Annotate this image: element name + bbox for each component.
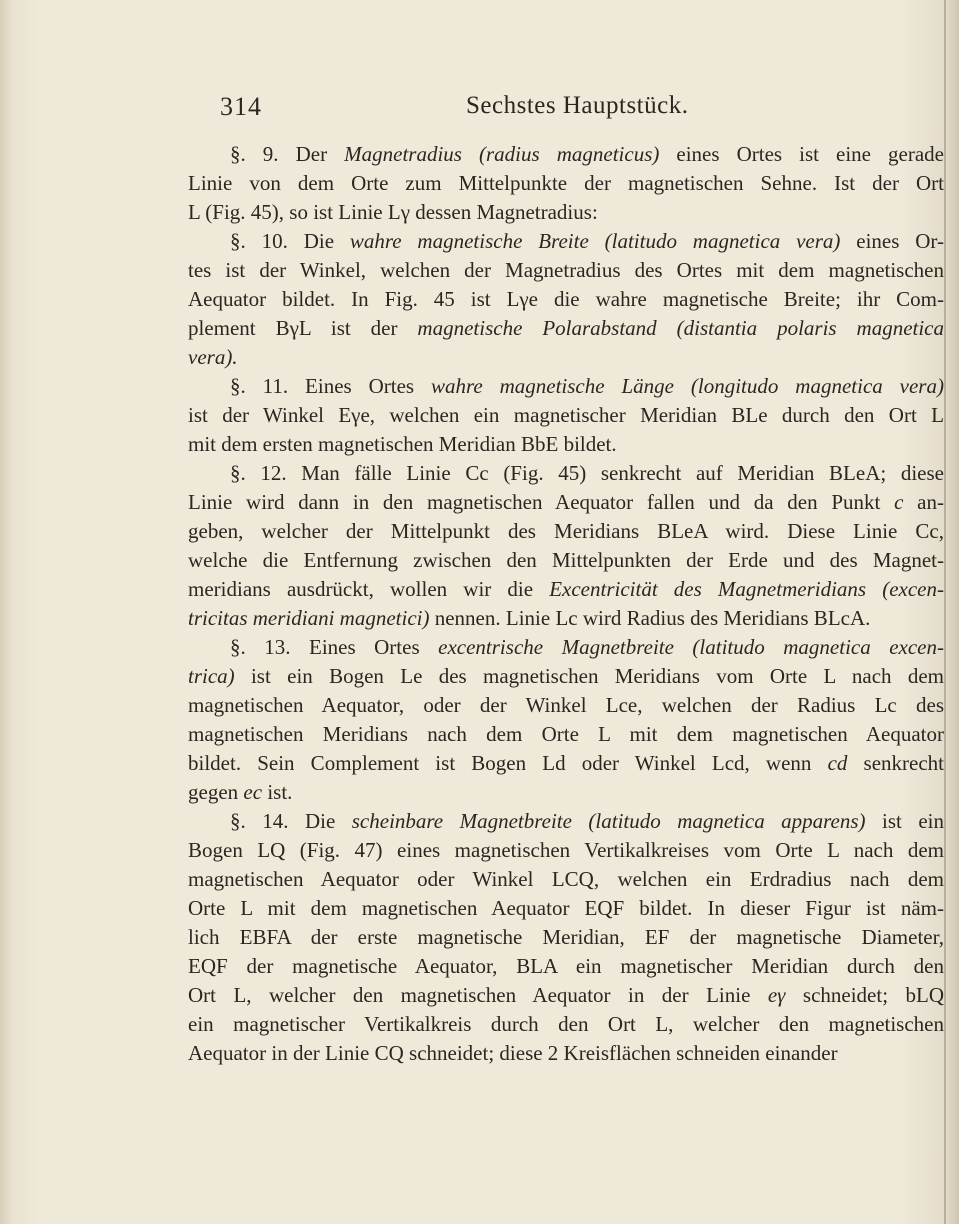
paragraph (188, 140, 944, 227)
paragraph (188, 372, 944, 459)
text-run: Linie von dem Orte zum Mittelpunkte der magnetischen Sehne. Ist der Ort (188, 171, 944, 195)
italic-term: Excentricität des Magnetmeridians (excen- (549, 577, 944, 601)
italic-term: scheinbare Magnetbreite (latitudo magnetica apparens) (351, 809, 866, 833)
text-line (188, 517, 944, 546)
text-line (188, 749, 944, 778)
paragraph (188, 459, 944, 633)
text-line (188, 198, 944, 227)
text-run: an- (903, 490, 944, 514)
text-line (188, 546, 944, 575)
text-line (188, 778, 944, 807)
text-line (188, 691, 944, 720)
text-run: ist ein (865, 809, 944, 833)
text-run: §. 9. Der (230, 142, 345, 166)
italic-term: trica) (188, 664, 235, 688)
text-line (188, 285, 944, 314)
italic-term: Magnetradius (radius magneticus) (344, 142, 660, 166)
text-run: ist der Winkel Eγe, welchen ein magnetischer Meridian BLe durch den Ort L (188, 403, 944, 427)
text-run: nennen. Linie Lc wird Radius des Meridians BLcA. (429, 606, 871, 630)
text-line (188, 633, 944, 662)
text-run: §. 10. Die (230, 229, 350, 253)
text-line (188, 1039, 944, 1068)
text-line (188, 604, 944, 633)
italic-term: cd (827, 751, 848, 775)
text-run: §. 14. Die (230, 809, 352, 833)
text-run: L (Fig. 45), so ist Linie Lγ dessen Magnetradius: (188, 200, 598, 224)
text-run: ist. (262, 780, 293, 804)
text-run: Orte L mit dem magnetischen Aequator EQF bildet. In dieser Figur ist näm- (188, 896, 944, 920)
text-run: Aequator in der Linie CQ schneidet; diese 2 Kreisflächen schneiden einander (188, 1041, 838, 1065)
paragraph (188, 227, 944, 372)
text-run: lich EBFA der erste magnetische Meridian, EF der magnetische Diameter, (188, 925, 944, 949)
paragraph (188, 807, 944, 1068)
text-line (188, 140, 944, 169)
text-run: eines Or- (840, 229, 944, 253)
adjacent-page-edge-marks (950, 150, 959, 1090)
text-line (188, 430, 944, 459)
text-line (188, 807, 944, 836)
text-run: welche die Entfernung zwischen den Mittelpunkten der Erde und des Magnet- (188, 548, 944, 572)
text-run: §. 12. Man fälle Linie Cc (Fig. 45) senkrecht auf Meridian BLeA; diese (230, 461, 944, 485)
text-line (188, 662, 944, 691)
text-line (188, 314, 944, 343)
italic-term: vera). (188, 345, 238, 369)
text-line (188, 575, 944, 604)
italic-term: magnetische Polarabstand (distantia polaris magnetica (417, 316, 944, 340)
text-run: schneidet; bLQ (785, 983, 944, 1007)
text-line (188, 1010, 944, 1039)
italic-term: excentrische Magnetbreite (latitudo magnetica excen- (438, 635, 944, 659)
text-run: §. 13. Eines Ortes (230, 635, 439, 659)
text-line (188, 894, 944, 923)
text-line (188, 227, 944, 256)
text-run: mit dem ersten magnetischen Meridian BbE bildet. (188, 432, 617, 456)
text-line (188, 865, 944, 894)
page-edge-shadow (944, 0, 946, 1224)
text-run: ein magnetischer Vertikalkreis durch den Ort L, welcher den magnetischen (188, 1012, 944, 1036)
text-line (188, 923, 944, 952)
text-run: geben, welcher der Mittelpunkt des Meridians BLeA wird. Diese Linie Cc, (188, 519, 944, 543)
italic-term: wahre magnetische Länge (longitudo magnetica vera) (430, 374, 944, 398)
text-line (188, 401, 944, 430)
text-line (188, 981, 944, 1010)
text-run: magnetischen Meridians nach dem Orte L mit dem magnetischen Aequator (188, 722, 944, 746)
text-line (188, 343, 944, 372)
text-line (188, 169, 944, 198)
text-run: Ort L, welcher den magnetischen Aequator in der Linie (188, 983, 768, 1007)
paragraph (188, 633, 944, 807)
text-run: plement BγL ist der (188, 316, 418, 340)
italic-term: eγ (767, 983, 786, 1007)
body-text (188, 140, 944, 1068)
text-run: magnetischen Aequator oder Winkel LCQ, welchen ein Erdradius nach dem (188, 867, 944, 891)
text-run: eines Ortes ist eine gerade (659, 142, 944, 166)
text-run: gegen (188, 780, 244, 804)
text-run: ist ein Bogen Le des magnetischen Meridians vom Orte L nach dem (234, 664, 944, 688)
text-line (188, 836, 944, 865)
text-run: magnetischen Aequator, oder der Winkel Lce, welchen der Radius Lc des (188, 693, 944, 717)
text-line (188, 372, 944, 401)
italic-term: c (894, 490, 904, 514)
text-line (188, 256, 944, 285)
text-run: §. 11. Eines Ortes (230, 374, 431, 398)
text-run: EQF der magnetische Aequator, BLA ein magnetischer Meridian durch den (188, 954, 944, 978)
text-run: Linie wird dann in den magnetischen Aequator fallen und da den Punkt (188, 490, 895, 514)
italic-term: tricitas meridiani magnetici) (188, 606, 430, 630)
text-line (188, 952, 944, 981)
page-header (0, 92, 959, 126)
page-number: 314 (220, 92, 262, 121)
italic-term: ec (243, 780, 263, 804)
text-run: Aequator bildet. In Fig. 45 ist Lγe die wahre magnetische Breite; ihr Com- (188, 287, 944, 311)
text-run: bildet. Sein Complement ist Bogen Ld oder Winkel Lcd, wenn (188, 751, 828, 775)
running-head: Sechstes Hauptstück. (466, 92, 689, 119)
text-run: Bogen LQ (Fig. 47) eines magnetischen Vertikalkreises vom Orte L nach dem (188, 838, 944, 862)
text-run: meridians ausdrückt, wollen wir die (188, 577, 550, 601)
text-run: tes ist der Winkel, welchen der Magnetradius des Ortes mit dem magnetischen (188, 258, 944, 282)
text-line (188, 488, 944, 517)
text-run: senkrecht (847, 751, 944, 775)
text-line (188, 459, 944, 488)
italic-term: wahre magnetische Breite (latitudo magnetica vera) (349, 229, 841, 253)
text-line (188, 720, 944, 749)
